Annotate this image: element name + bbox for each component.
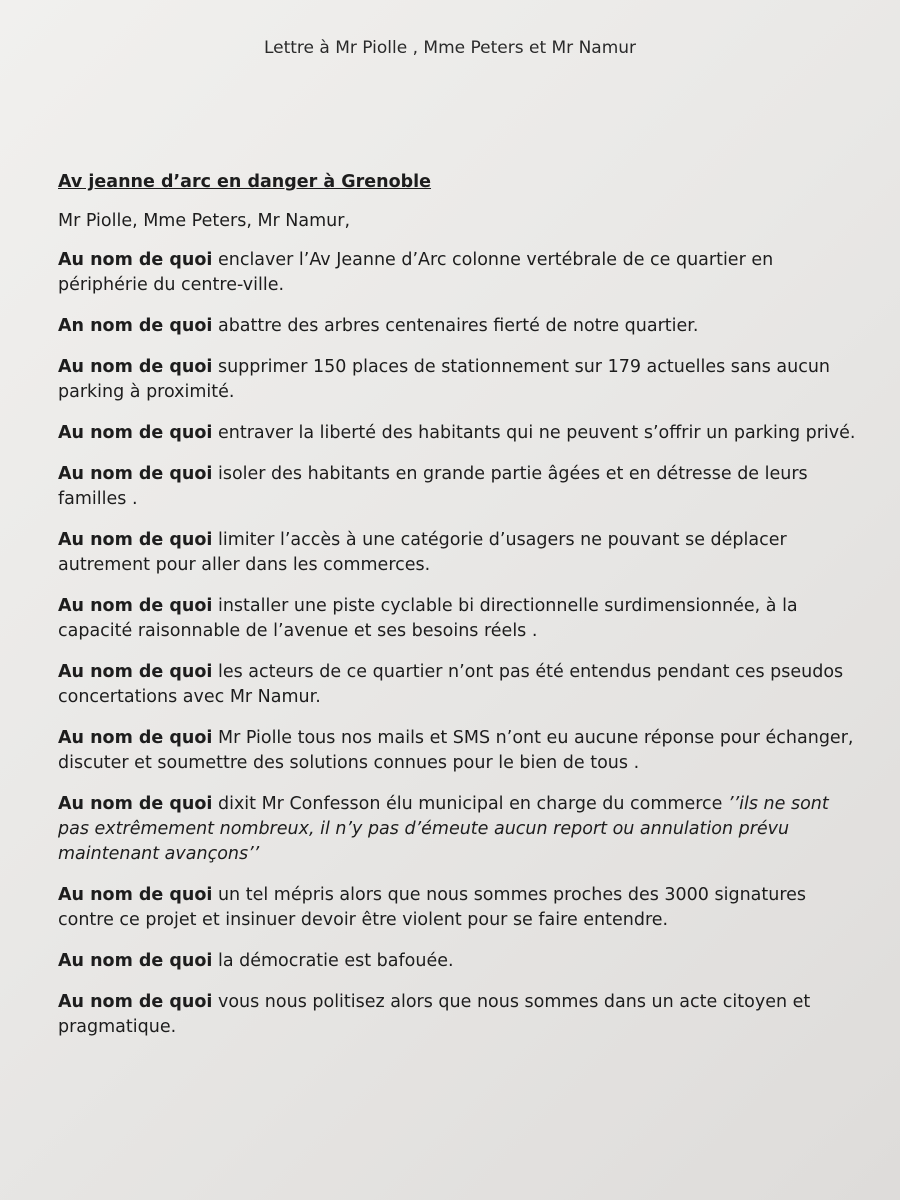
paragraph-text: entraver la liberté des habitants qui ne peuvent s’offrir un parking privé. xyxy=(212,423,856,443)
paragraph-text: supprimer 150 places de stationnement sur 179 actuelles sans aucun parking à proximité. xyxy=(58,357,830,402)
paragraph-lead: Au nom de quoi xyxy=(58,951,213,971)
paragraph-lead: Au nom de quoi xyxy=(58,596,213,616)
paragraph-text: enclaver l’Av Jeanne d’Arc colonne vertébrale de ce quartier en périphérie du centre-ville. xyxy=(58,250,774,295)
paragraph-text: isoler des habitants en grande partie âgées et en détresse de leurs familles . xyxy=(58,464,808,509)
paragraph-text: installer une piste cyclable bi directionnelle surdimensionnée, à la capacité raisonnable de l’avenue et ses besoins réels . xyxy=(58,596,798,641)
letter-paragraph xyxy=(58,883,858,933)
letter-paragraph xyxy=(58,726,858,776)
paragraph-lead: Au nom de quoi xyxy=(58,885,213,905)
paragraph-text: les acteurs de ce quartier n’ont pas été entendus pendant ces pseudos concertations avec Mr Namur. xyxy=(58,662,844,707)
letter-paragraph xyxy=(58,462,858,512)
letter-salutation: Mr Piolle, Mme Peters, Mr Namur, xyxy=(58,211,351,231)
paragraph-quote: ’’ils ne sont pas extrêmement nombreux, il n’y pas d’émeute aucun report ou annulation prévu maintenant avançons’’ xyxy=(58,794,829,864)
paragraph-text: vous nous politisez alors que nous sommes dans un acte citoyen et pragmatique. xyxy=(58,992,811,1037)
letter-subject: Av jeanne d’arc en danger à Grenoble xyxy=(58,172,432,192)
paragraph-lead: Au nom de quoi xyxy=(58,357,213,377)
paragraph-text: dixit Mr Confesson élu municipal en charge du commerce xyxy=(212,794,728,814)
paragraph-lead: Au nom de quoi xyxy=(58,728,213,748)
paragraph-text: Mr Piolle tous nos mails et SMS n’ont eu aucune réponse pour échanger, discuter et soumettre des solutions connues pour le bien de tous . xyxy=(58,728,854,773)
letter-paragraph xyxy=(58,314,858,339)
paragraph-lead: Au nom de quoi xyxy=(58,662,213,682)
paragraph-text: limiter l’accès à une catégorie d’usagers ne pouvant se déplacer autrement pour aller dans les commerces. xyxy=(58,530,787,575)
paragraph-lead: Au nom de quoi xyxy=(58,464,213,484)
letter-paragraph xyxy=(58,990,858,1040)
letter-paragraph xyxy=(58,421,858,446)
paragraph-text: un tel mépris alors que nous sommes proches des 3000 signatures contre ce projet et insinuer devoir être violent pour se faire entendre. xyxy=(58,885,807,930)
paragraph-text: la démocratie est bafouée. xyxy=(212,951,454,971)
paragraph-lead: Au nom de quoi xyxy=(58,794,213,814)
letter-header-title: Lettre à Mr Piolle , Mme Peters et Mr Namur xyxy=(263,38,637,58)
letter-paragraph xyxy=(58,355,858,405)
letter-paragraph xyxy=(58,949,858,974)
letter-paragraph xyxy=(58,660,858,710)
letter-paragraph xyxy=(58,792,858,867)
paragraph-text: abattre des arbres centenaires fierté de notre quartier. xyxy=(212,316,699,336)
letter-body xyxy=(58,170,858,1056)
letter-paragraph xyxy=(58,248,858,298)
paragraph-lead: Au nom de quoi xyxy=(58,530,213,550)
letter-paragraph xyxy=(58,594,858,644)
paragraph-lead: Au nom de quoi xyxy=(58,423,213,443)
paragraph-lead: An nom de quoi xyxy=(58,316,213,336)
paragraph-lead: Au nom de quoi xyxy=(58,250,213,270)
letter-paragraph xyxy=(58,528,858,578)
paragraph-lead: Au nom de quoi xyxy=(58,992,213,1012)
